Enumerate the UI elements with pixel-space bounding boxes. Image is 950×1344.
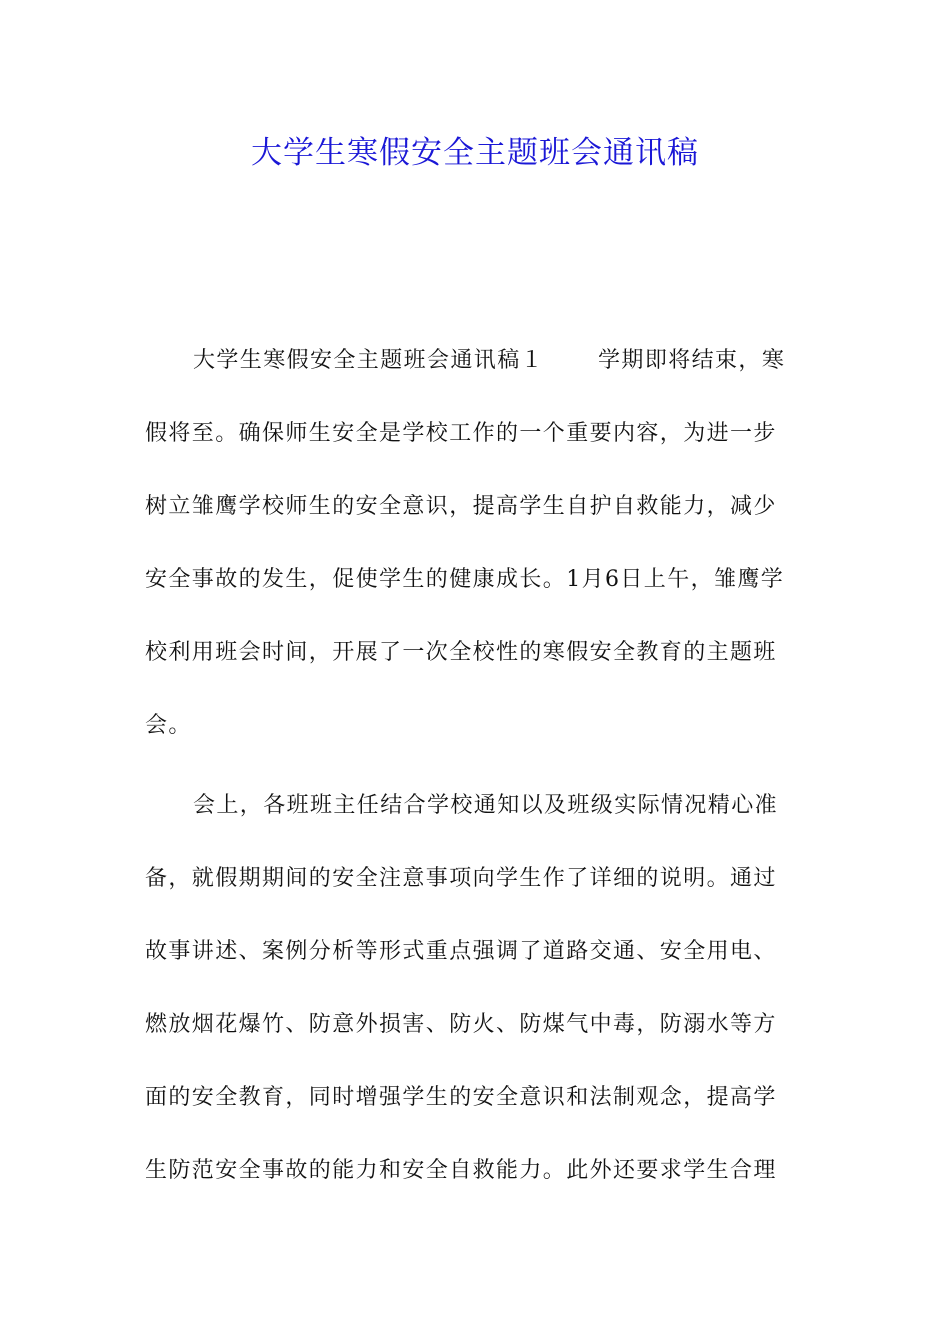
- paragraph-line: [145, 324, 810, 397]
- paragraph-line: 树立雏鹰学校师生的安全意识，提高学生自护自救能力，减少: [145, 494, 777, 519]
- paragraph-line: 假将至。确保师生安全是学校工作的一个重要内容，为进一步: [145, 421, 777, 446]
- paragraph-1: [145, 324, 810, 762]
- paragraph-line: 面的安全教育，同时增强学生的安全意识和法制观念，提高学: [145, 1085, 777, 1110]
- paragraph-line: 会。: [145, 713, 192, 738]
- paragraph-line: 燃放烟花爆竹、防意外损害、防火、防煤气中毒，防溺水等方: [145, 1012, 777, 1037]
- paragraph-heading: 大学生寒假安全主题班会通讯稿１: [193, 348, 545, 373]
- paragraph-text: 学期即将结束，寒: [598, 348, 786, 373]
- paragraph-line: 故事讲述、案例分析等形式重点强调了道路交通、安全用电、: [145, 939, 777, 964]
- paragraph-line: 备，就假期期间的安全注意事项向学生作了详细的说明。通过: [145, 866, 777, 891]
- document-title: 大学生寒假安全主题班会通讯稿: [251, 135, 699, 171]
- paragraph-line: 生防范安全事故的能力和安全自救能力。此外还要求学生合理: [145, 1158, 777, 1183]
- paragraph-line: 安全事故的发生，促使学生的健康成长。1月6日上午，雏鹰学: [145, 567, 785, 592]
- paragraph-line: 会上，各班班主任结合学校通知以及班级实际情况精心准: [193, 793, 779, 818]
- paragraph-2: [145, 769, 810, 1207]
- paragraph-line: 校利用班会时间，开展了一次全校性的寒假安全教育的主题班: [145, 640, 777, 665]
